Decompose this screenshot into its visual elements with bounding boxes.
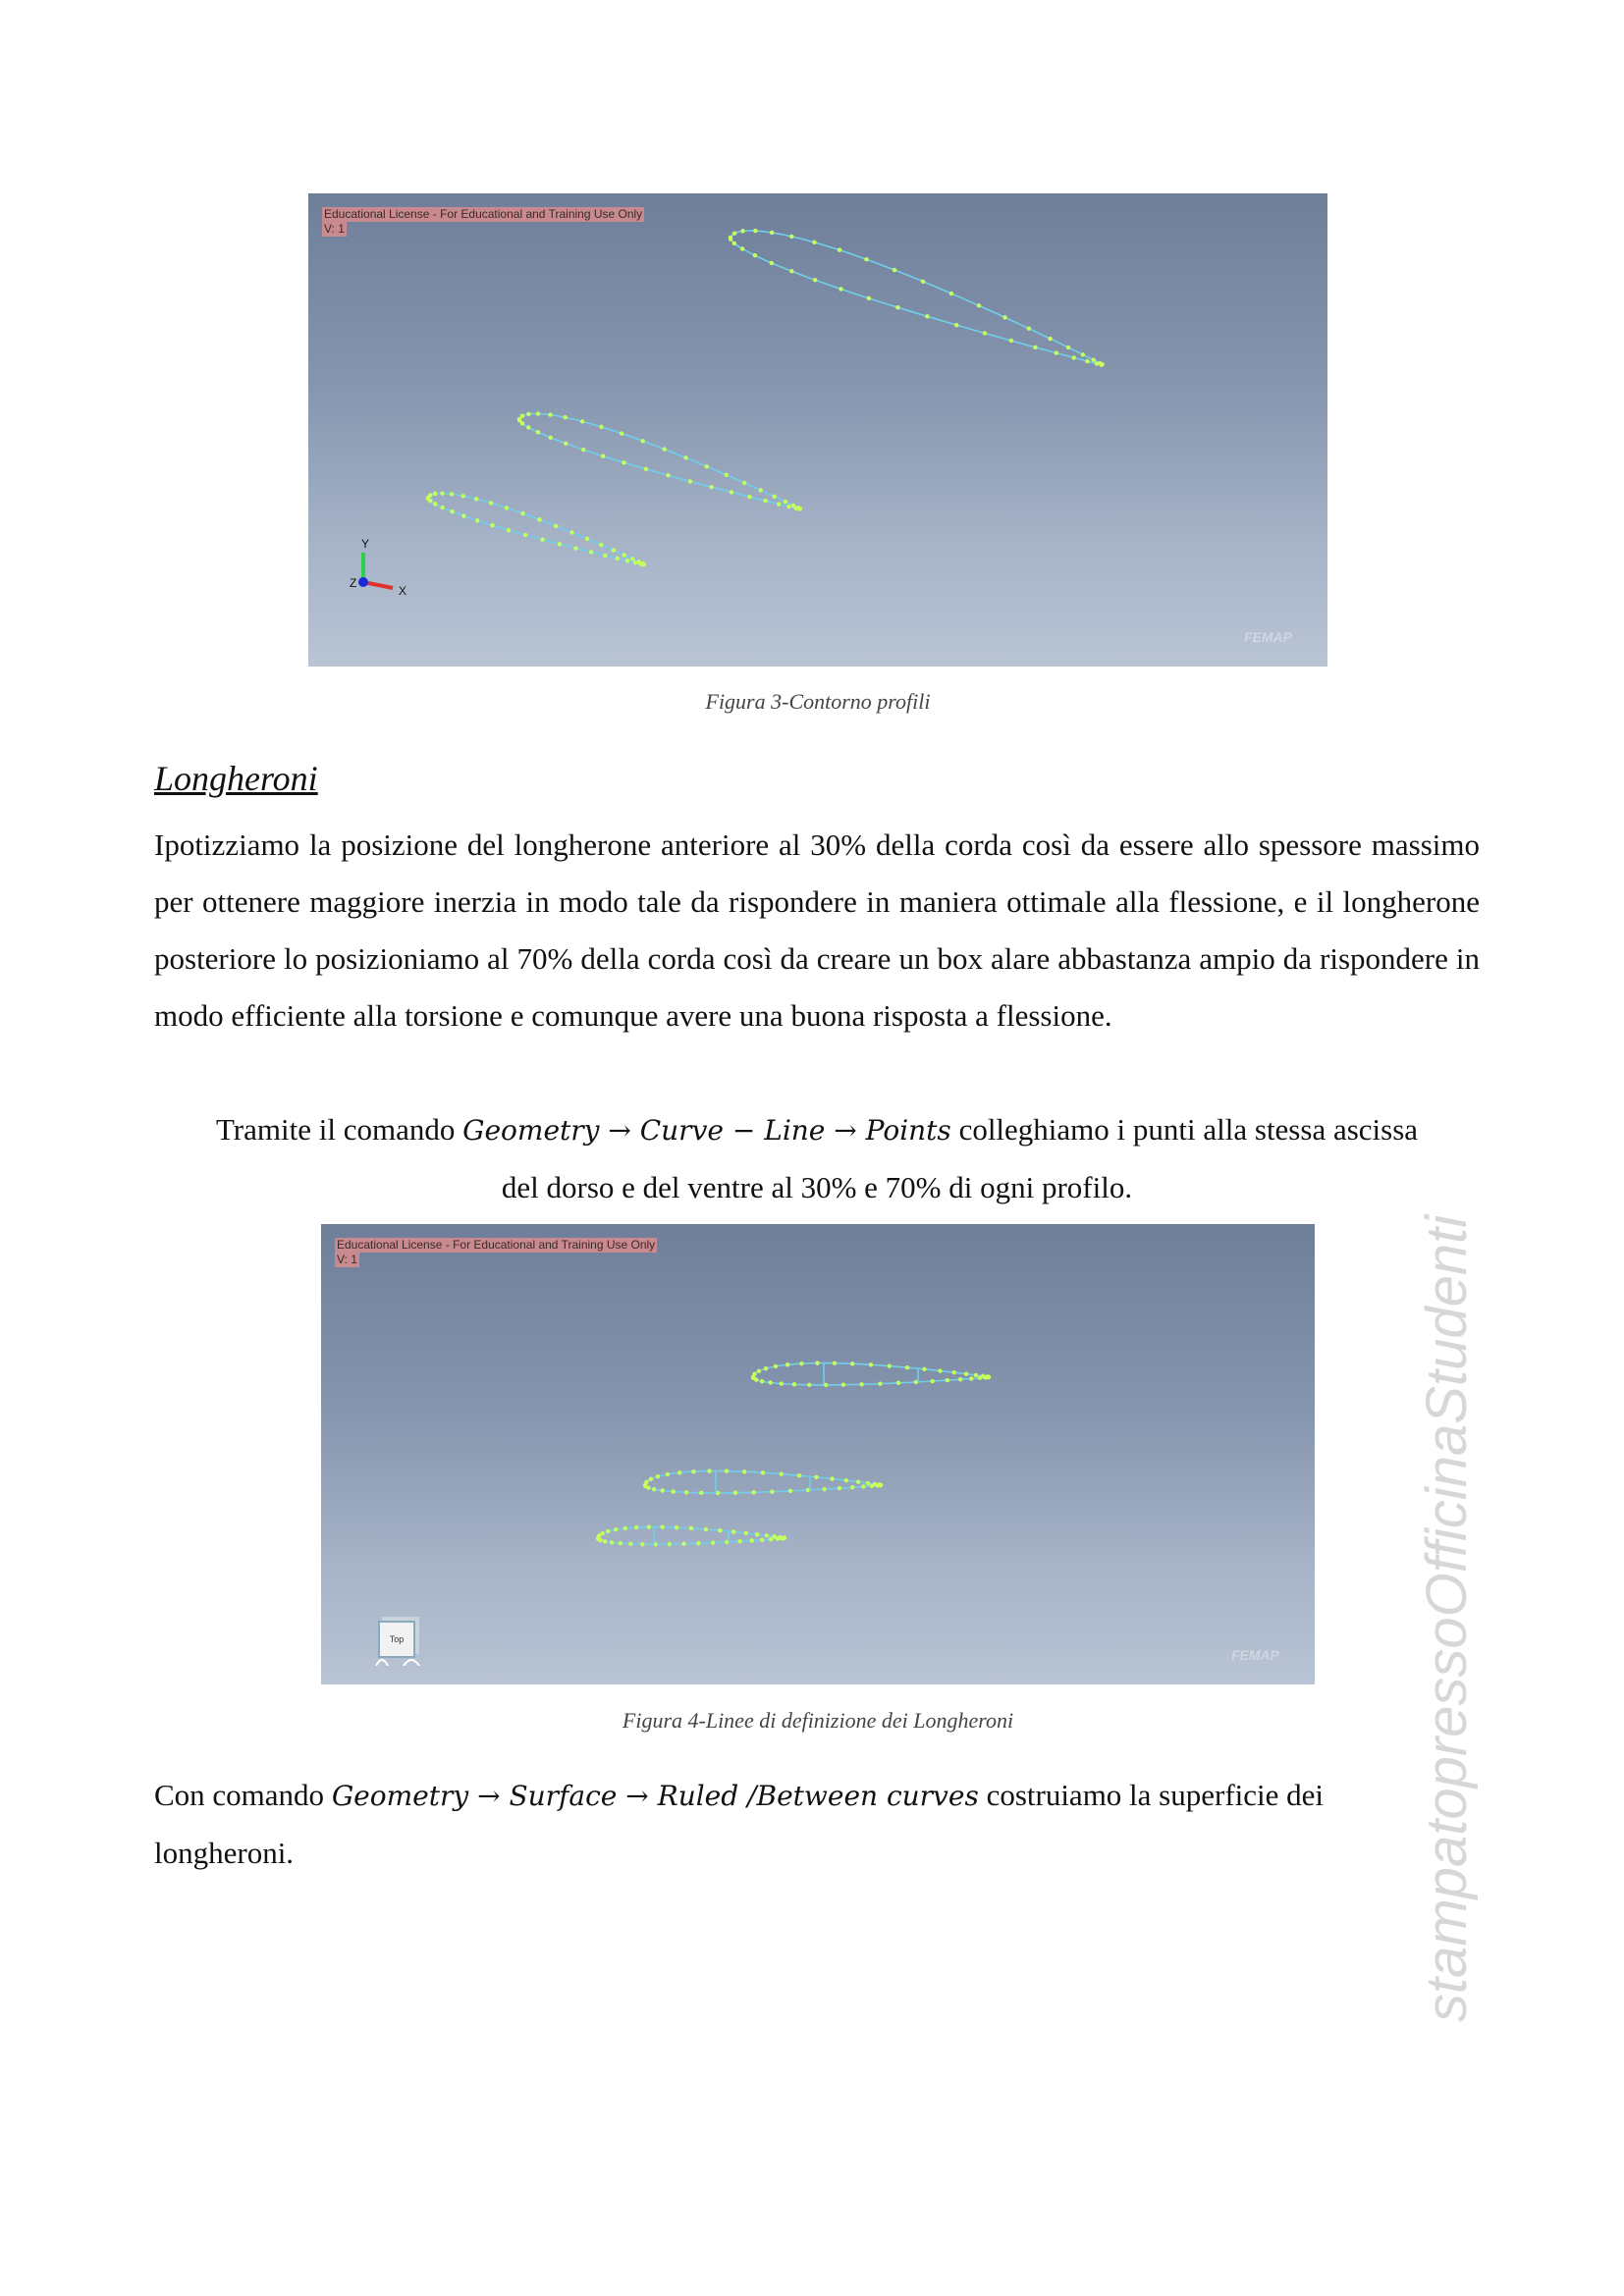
curve-point (622, 460, 625, 464)
curve-point (691, 1469, 695, 1473)
curve-point (666, 473, 670, 477)
curve-point (930, 1379, 934, 1383)
curve-point (536, 430, 540, 434)
curve-point (643, 1484, 647, 1488)
curve-point (616, 557, 620, 561)
figure-3-caption: Figura 3-Contorno profili (705, 689, 931, 714)
curve-point (789, 235, 793, 239)
curve-point (744, 1531, 748, 1535)
airfoil-tip (426, 491, 646, 566)
curve-point (599, 543, 603, 547)
curve-point (630, 557, 634, 561)
view-cube (321, 1568, 439, 1666)
curve-point (780, 1381, 784, 1385)
curve-point (581, 448, 585, 452)
curve-point (647, 1524, 651, 1528)
curve-point (580, 419, 584, 423)
curve-point (938, 1368, 942, 1372)
curve-point (747, 495, 751, 499)
curve-point (841, 1383, 845, 1387)
curve-point (844, 1478, 848, 1482)
curve-point (768, 1380, 772, 1384)
curve-point (699, 1491, 703, 1495)
curve-point (733, 1491, 737, 1495)
curve-point (784, 500, 787, 504)
curve-point (569, 530, 573, 534)
curve-point (760, 1379, 764, 1383)
curve-point (737, 1539, 741, 1543)
curve-point (793, 507, 797, 510)
curve-point (507, 528, 511, 532)
axis-y-label: Y (361, 537, 370, 551)
curve-point (780, 1536, 784, 1540)
curve-point (433, 502, 437, 506)
airfoil-outline (519, 414, 800, 509)
curve-point (1095, 361, 1099, 365)
curve-point (628, 1542, 632, 1546)
curve-point (564, 442, 568, 446)
curve-point (1002, 315, 1006, 319)
curve-point (731, 1529, 735, 1533)
curve-point (600, 1531, 604, 1535)
curve-point (520, 511, 524, 515)
license-text: Educational License - For Educational and Training Use Only (324, 207, 643, 221)
airfoil-root (729, 229, 1105, 367)
curve-point (870, 1484, 874, 1488)
side-watermark: stampatopressoOfficinaStudenti (1415, 1214, 1479, 2022)
curve-point (641, 439, 645, 443)
curve-point (660, 1524, 664, 1528)
view-cube-label: Top (389, 1634, 405, 1644)
command-formula: Geometry → Curve − Line → Points (462, 1114, 951, 1147)
curve-point (856, 1479, 860, 1483)
curve-point (757, 1369, 761, 1373)
curve-point (649, 1477, 653, 1481)
curve-point (718, 1528, 722, 1532)
curve-point (1092, 357, 1096, 361)
curve-point (704, 1527, 708, 1531)
curve-point (684, 1490, 688, 1494)
curve-point (850, 1362, 854, 1365)
curve-point (523, 533, 527, 537)
curve-point (896, 1381, 900, 1385)
curve-point (749, 1538, 753, 1542)
curve-point (520, 414, 524, 418)
curve-point (838, 248, 841, 252)
curve-point (675, 1525, 678, 1529)
curve-point (461, 494, 465, 498)
curve-point (660, 1488, 664, 1492)
curve-point (864, 257, 868, 261)
axis-x-label: X (399, 584, 407, 598)
curve-point (833, 1362, 837, 1365)
curve-point (620, 431, 623, 435)
curve-point (869, 1362, 873, 1366)
curve-point (751, 1376, 755, 1380)
curve-point (709, 485, 713, 489)
curve-point (1048, 337, 1052, 341)
curve-point (785, 1362, 789, 1366)
curve-point (1009, 339, 1013, 343)
airfoil-outline (428, 494, 644, 564)
curve-point (475, 518, 479, 522)
airfoil-contours (308, 193, 1327, 667)
curve-point (666, 1472, 670, 1476)
figure-4-viewport (321, 1224, 1315, 1684)
curve-point (1100, 363, 1104, 367)
curve-point (772, 495, 776, 499)
curve-point (644, 467, 648, 471)
curve-point (978, 1376, 982, 1380)
curve-point (765, 1533, 769, 1537)
curve-point (925, 314, 929, 318)
curve-point (740, 229, 744, 233)
curve-point (759, 488, 763, 492)
airfoil-tip (596, 1524, 786, 1546)
curve-point (548, 412, 552, 416)
curve-point (603, 1539, 607, 1543)
figure-4-caption: Figura 4-Linee di definizione dei Longheroni (622, 1708, 1014, 1733)
curve-point (707, 1468, 711, 1472)
curve-point (751, 1490, 755, 1494)
curve-point (921, 280, 925, 284)
curve-point (812, 240, 816, 244)
curve-point (656, 1474, 660, 1478)
curve-point (1072, 355, 1076, 359)
curve-point (614, 1527, 618, 1531)
curve-point (753, 229, 757, 233)
curve-point (983, 1375, 987, 1379)
curve-point (969, 1376, 973, 1380)
curve-point (558, 542, 562, 546)
curve-point (619, 1541, 623, 1545)
curve-point (490, 523, 494, 527)
curve-point (585, 537, 589, 541)
command-line2: del dorso e del ventre al 30% e 70% di ogni profilo. (501, 1170, 1133, 1204)
curve-point (640, 1542, 644, 1546)
curve-point (814, 1475, 818, 1479)
curve-point (792, 1382, 796, 1386)
curve-point (554, 524, 558, 528)
curve-point (526, 412, 530, 416)
curve-point (662, 447, 666, 451)
curve-point (461, 513, 465, 517)
section-heading: Longheroni (154, 759, 318, 798)
axis-triad (350, 537, 428, 606)
curve-point (601, 454, 605, 457)
curve-point (677, 1470, 681, 1474)
curve-point (426, 497, 430, 501)
version-text: V: 1 (324, 222, 345, 236)
curve-point (505, 506, 509, 509)
command-prefix: Con comando (154, 1778, 325, 1812)
curve-point (599, 425, 603, 429)
curve-point (732, 241, 736, 245)
curve-point (977, 303, 981, 307)
curve-point (536, 411, 540, 415)
curve-point (839, 287, 842, 291)
curve-point (589, 550, 593, 554)
curve-point (603, 554, 607, 558)
curve-point (681, 1542, 685, 1546)
curve-point (440, 506, 444, 509)
curve-point (949, 292, 953, 295)
airfoil-mid (643, 1468, 883, 1495)
airfoil-spar-lines (321, 1224, 1315, 1684)
curve-point (867, 296, 871, 300)
curve-point (895, 305, 899, 309)
curve-point (1081, 352, 1085, 356)
curve-point (815, 1361, 819, 1364)
curve-point (774, 1364, 778, 1368)
curve-point (612, 548, 616, 552)
curve-point (952, 1370, 956, 1374)
curve-point (946, 1378, 949, 1382)
curve-point (922, 1367, 926, 1371)
curve-point (964, 1371, 968, 1375)
curve-point (634, 1525, 638, 1529)
curve-point (958, 1377, 962, 1381)
curve-point (861, 1484, 865, 1488)
curve-point (517, 418, 521, 422)
curve-point (573, 546, 577, 550)
curve-point (878, 1381, 882, 1385)
curve-point (755, 1532, 759, 1536)
curve-point (983, 331, 987, 335)
curve-point (696, 1541, 700, 1545)
curve-point (888, 1363, 892, 1367)
airfoil-mid (517, 411, 802, 511)
curve-point (740, 246, 744, 250)
curve-point (770, 1489, 774, 1493)
curve-point (742, 481, 746, 485)
curve-point (954, 323, 958, 327)
curve-point (1027, 327, 1031, 331)
curve-point (549, 436, 553, 440)
curve-point (776, 1536, 780, 1540)
curve-point (789, 269, 793, 273)
curve-point (450, 492, 454, 496)
command-suffix: costruiamo la superficie dei (986, 1778, 1325, 1812)
curve-point (797, 1473, 801, 1477)
curve-point (850, 1485, 854, 1489)
curve-point (1085, 359, 1089, 363)
curve-point (1066, 346, 1070, 349)
curve-point (623, 1526, 627, 1530)
version-text: V: 1 (337, 1253, 357, 1266)
curve-point (526, 425, 530, 429)
curve-point (742, 1469, 746, 1473)
curve-point (625, 559, 629, 562)
curve-point (729, 237, 732, 240)
curve-point (732, 231, 736, 235)
command-prefix: Tramite il comando (215, 1112, 456, 1147)
curve-point (974, 1373, 978, 1377)
curve-point (769, 1537, 773, 1541)
curve-point (711, 1540, 715, 1544)
curve-point (807, 1383, 811, 1387)
curve-point (760, 1538, 764, 1542)
curve-point (905, 1365, 909, 1369)
curve-point (638, 561, 642, 565)
command-line2: longheroni. (154, 1836, 295, 1870)
axis-z-label: Z (350, 576, 357, 590)
curve-point (610, 1540, 614, 1544)
curve-point (770, 231, 774, 235)
femap-watermark: FEMAP (1231, 1647, 1279, 1663)
curve-point (644, 1480, 648, 1484)
curve-point (725, 473, 729, 477)
curve-point (683, 455, 687, 459)
curve-point (866, 1481, 870, 1485)
curve-point (433, 492, 437, 496)
curve-point (838, 1486, 841, 1490)
license-text: Educational License - For Educational and Training Use Only (337, 1238, 656, 1252)
curve-point (799, 1362, 803, 1365)
curve-point (540, 538, 544, 542)
curve-point (689, 1526, 693, 1530)
curve-point (788, 1489, 792, 1493)
curve-point (596, 1537, 600, 1541)
curve-point (440, 491, 444, 495)
curve-point (830, 1476, 834, 1480)
curve-point (763, 499, 767, 503)
curve-point (705, 464, 709, 468)
curve-point (668, 1542, 672, 1546)
curve-point (859, 1382, 863, 1386)
curve-point (489, 501, 493, 505)
curve-point (563, 415, 567, 419)
curve-point (786, 505, 790, 508)
curve-point (875, 1483, 879, 1487)
curve-point (633, 561, 637, 564)
curve-point (813, 278, 817, 282)
curve-point (752, 1372, 756, 1376)
curve-point (725, 1469, 729, 1473)
curve-point (822, 1487, 826, 1491)
curve-point (893, 268, 896, 272)
curve-point (474, 497, 478, 501)
curve-point (753, 253, 757, 257)
femap-watermark: FEMAP (1244, 629, 1292, 645)
paragraph-command-lines (154, 1101, 1480, 1216)
curve-point (761, 1470, 765, 1474)
figure-3-viewport (308, 193, 1327, 667)
command-suffix: colleghiamo i punti alla stessa ascissa (958, 1112, 1419, 1147)
curve-point (622, 553, 625, 557)
curve-point (652, 1487, 656, 1491)
command-formula: Geometry → Surface → Ruled /Between curves (331, 1780, 979, 1812)
curve-point (777, 502, 781, 506)
curve-point (672, 1489, 676, 1493)
airfoil-root (751, 1361, 991, 1387)
curve-point (1033, 346, 1037, 349)
curve-point (688, 479, 692, 483)
curve-point (780, 1471, 784, 1475)
curve-point (1055, 350, 1058, 354)
paragraph-surface-command (154, 1767, 1480, 1882)
curve-point (537, 517, 541, 521)
curve-point (770, 261, 774, 265)
curve-point (606, 1529, 610, 1533)
curve-point (730, 490, 733, 494)
airfoil-outline (731, 231, 1103, 365)
paragraph-spar-position: Ipotizziamo la posizione del longherone anteriore al 30% della corda così da essere allo spessore massimo per ottenere maggiore inerzia in modo tale da rispondere in maniera ottimale alla flessione, e il longherone posteriore lo posizioniamo al 70% della corda così da creare un box alare abbastanza ampio da rispondere in modo efficiente alla torsione e comunque avere una buona risposta a flessione. (154, 828, 1480, 1033)
curve-point (764, 1366, 768, 1370)
curve-point (450, 509, 454, 513)
